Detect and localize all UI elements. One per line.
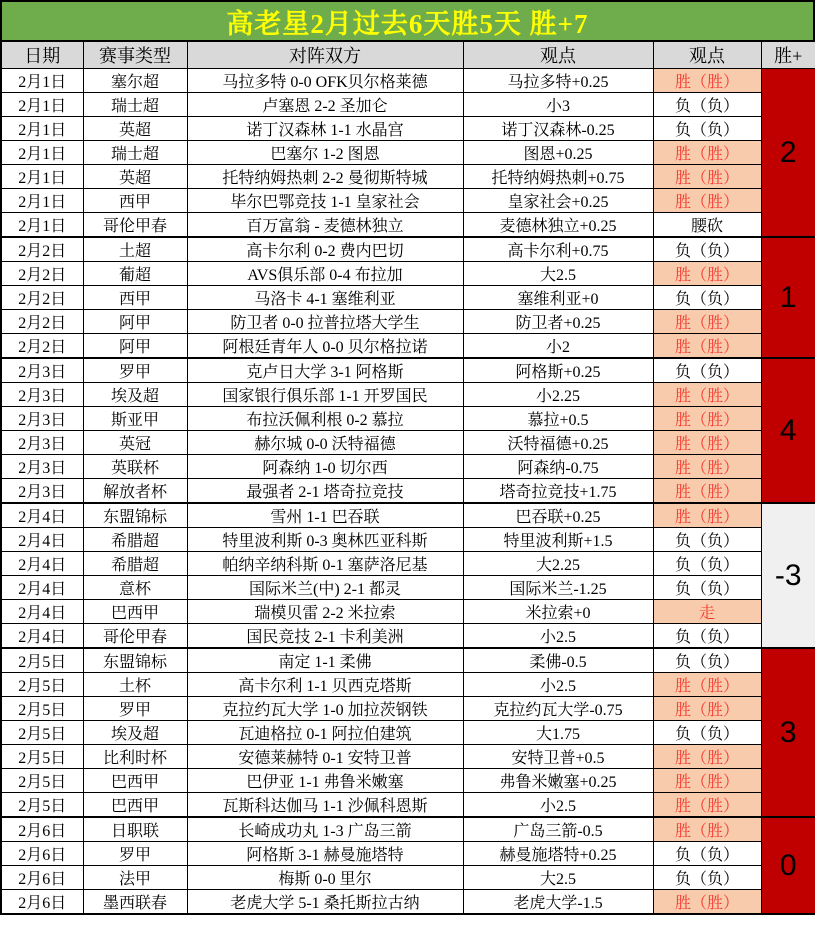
- match-cell: 阿根廷青年人 0-0 贝尔格拉诺: [187, 334, 463, 359]
- pick-cell: 广岛三箭-0.5: [463, 817, 653, 842]
- pick-cell: 小2.5: [463, 673, 653, 697]
- match-cell: 托特纳姆热刺 2-2 曼彻斯特城: [187, 165, 463, 189]
- match-cell: 马洛卡 4-1 塞维利亚: [187, 286, 463, 310]
- date-cell: 2月5日: [1, 721, 83, 745]
- table-row: [1, 769, 815, 793]
- match-cell: 布拉沃佩利根 0-2 慕拉: [187, 407, 463, 431]
- result-cell: 胜（胜）: [653, 310, 761, 334]
- pick-cell: 托特纳姆热刺+0.75: [463, 165, 653, 189]
- league-cell: 埃及超: [83, 721, 187, 745]
- match-cell: 克卢日大学 3-1 阿格斯: [187, 358, 463, 383]
- pick-cell: 小2: [463, 334, 653, 359]
- date-cell: 2月5日: [1, 769, 83, 793]
- col-header-pick: 观点: [463, 41, 653, 69]
- pick-cell: 塞维利亚+0: [463, 286, 653, 310]
- pick-cell: 小2.25: [463, 383, 653, 407]
- match-cell: 马拉多特 0-0 OFK贝尔格莱德: [187, 69, 463, 93]
- pick-cell: 诺丁汉森林-0.25: [463, 117, 653, 141]
- league-cell: 解放者杯: [83, 479, 187, 504]
- table-row: [1, 237, 815, 262]
- table-row: [1, 890, 815, 915]
- league-cell: 巴西甲: [83, 600, 187, 624]
- table-row: [1, 552, 815, 576]
- date-cell: 2月3日: [1, 479, 83, 504]
- match-cell: 雪州 1-1 巴吞联: [187, 503, 463, 528]
- date-cell: 2月4日: [1, 552, 83, 576]
- table-row: [1, 793, 815, 818]
- match-cell: 巴塞尔 1-2 图恩: [187, 141, 463, 165]
- pick-cell: 赫曼施塔特+0.25: [463, 842, 653, 866]
- date-cell: 2月3日: [1, 431, 83, 455]
- date-cell: 2月3日: [1, 407, 83, 431]
- date-cell: 2月4日: [1, 503, 83, 528]
- league-cell: 埃及超: [83, 383, 187, 407]
- result-cell: 胜（胜）: [653, 189, 761, 213]
- date-cell: 2月4日: [1, 600, 83, 624]
- league-cell: 瑞士超: [83, 93, 187, 117]
- pick-cell: 大2.5: [463, 866, 653, 890]
- match-cell: 老虎大学 5-1 桑托斯拉古纳: [187, 890, 463, 915]
- league-cell: 英超: [83, 165, 187, 189]
- table-row: [1, 383, 815, 407]
- match-cell: 国家银行俱乐部 1-1 开罗国民: [187, 383, 463, 407]
- match-cell: 安德莱赫特 0-1 安特卫普: [187, 745, 463, 769]
- match-cell: 南定 1-1 柔佛: [187, 648, 463, 673]
- result-cell: 胜（胜）: [653, 745, 761, 769]
- league-cell: 意杯: [83, 576, 187, 600]
- result-cell: 胜（胜）: [653, 431, 761, 455]
- league-cell: 日职联: [83, 817, 187, 842]
- col-header-match: 对阵双方: [187, 41, 463, 69]
- date-cell: 2月1日: [1, 165, 83, 189]
- match-cell: 瓦斯科达伽马 1-1 沙佩科恩斯: [187, 793, 463, 818]
- league-cell: 瑞士超: [83, 141, 187, 165]
- match-cell: 克拉约瓦大学 1-0 加拉茨钢铁: [187, 697, 463, 721]
- pick-cell: 大2.5: [463, 262, 653, 286]
- league-cell: 葡超: [83, 262, 187, 286]
- pick-cell: 米拉索+0: [463, 600, 653, 624]
- pick-cell: 小2.5: [463, 624, 653, 649]
- league-cell: 东盟锦标: [83, 503, 187, 528]
- result-cell: 胜（胜）: [653, 69, 761, 93]
- result-cell: 胜（胜）: [653, 769, 761, 793]
- date-cell: 2月4日: [1, 624, 83, 649]
- league-cell: 西甲: [83, 189, 187, 213]
- pick-cell: 老虎大学-1.5: [463, 890, 653, 915]
- match-cell: 梅斯 0-0 里尔: [187, 866, 463, 890]
- match-cell: 特里波利斯 0-3 奥林匹亚科斯: [187, 528, 463, 552]
- result-cell: 负（负）: [653, 552, 761, 576]
- league-cell: 希腊超: [83, 552, 187, 576]
- pick-cell: 小2.5: [463, 793, 653, 818]
- result-cell: 走: [653, 600, 761, 624]
- date-cell: 2月3日: [1, 358, 83, 383]
- result-cell: 负（负）: [653, 117, 761, 141]
- date-cell: 2月1日: [1, 117, 83, 141]
- match-cell: 阿格斯 3-1 赫曼施塔特: [187, 842, 463, 866]
- result-cell: 负（负）: [653, 576, 761, 600]
- table-row: [1, 358, 815, 383]
- match-cell: 高卡尔利 0-2 费内巴切: [187, 237, 463, 262]
- result-cell: 负（负）: [653, 866, 761, 890]
- win-plus-cell: 0: [761, 817, 815, 914]
- match-cell: AVS俱乐部 0-4 布拉加: [187, 262, 463, 286]
- table-row: [1, 455, 815, 479]
- match-cell: 长崎成功丸 1-3 广岛三箭: [187, 817, 463, 842]
- match-cell: 毕尔巴鄂竞技 1-1 皇家社会: [187, 189, 463, 213]
- table-row: [1, 479, 815, 504]
- league-cell: 哥伦甲春: [83, 624, 187, 649]
- pick-cell: 塔奇拉竞技+1.75: [463, 479, 653, 504]
- date-cell: 2月1日: [1, 69, 83, 93]
- date-cell: 2月5日: [1, 697, 83, 721]
- result-cell: 负（负）: [653, 528, 761, 552]
- result-cell: 胜（胜）: [653, 383, 761, 407]
- match-cell: 百万富翁 - 麦德林独立: [187, 213, 463, 238]
- table-row: [1, 141, 815, 165]
- league-cell: 希腊超: [83, 528, 187, 552]
- result-cell: 胜（胜）: [653, 697, 761, 721]
- date-cell: 2月1日: [1, 189, 83, 213]
- league-cell: 英联杯: [83, 455, 187, 479]
- col-header-date: 日期: [1, 41, 83, 69]
- pick-cell: 安特卫普+0.5: [463, 745, 653, 769]
- league-cell: 巴西甲: [83, 769, 187, 793]
- result-cell: 负（负）: [653, 648, 761, 673]
- result-cell: 胜（胜）: [653, 479, 761, 504]
- pick-cell: 弗鲁米嫩塞+0.25: [463, 769, 653, 793]
- match-cell: 最强者 2-1 塔奇拉竞技: [187, 479, 463, 504]
- date-cell: 2月3日: [1, 455, 83, 479]
- table-row: [1, 165, 815, 189]
- pick-cell: 麦德林独立+0.25: [463, 213, 653, 238]
- league-cell: 墨西联春: [83, 890, 187, 915]
- table-row: [1, 310, 815, 334]
- table-row: [1, 431, 815, 455]
- result-cell: 胜（胜）: [653, 141, 761, 165]
- league-cell: 巴西甲: [83, 793, 187, 818]
- table-row: [1, 721, 815, 745]
- win-plus-cell: -3: [761, 503, 815, 648]
- match-cell: 卢塞恩 2-2 圣加仑: [187, 93, 463, 117]
- league-cell: 西甲: [83, 286, 187, 310]
- result-cell: 胜（胜）: [653, 817, 761, 842]
- win-plus-cell: 1: [761, 237, 815, 358]
- col-header-winplus: 胜+: [761, 41, 815, 69]
- date-cell: 2月6日: [1, 842, 83, 866]
- result-cell: 负（负）: [653, 624, 761, 649]
- league-cell: 阿甲: [83, 310, 187, 334]
- result-cell: 胜（胜）: [653, 334, 761, 359]
- match-cell: 防卫者 0-0 拉普拉塔大学生: [187, 310, 463, 334]
- pick-cell: 特里波利斯+1.5: [463, 528, 653, 552]
- result-cell: 胜（胜）: [653, 673, 761, 697]
- date-cell: 2月5日: [1, 745, 83, 769]
- table-row: [1, 745, 815, 769]
- table-row: [1, 213, 815, 238]
- result-cell: 负（负）: [653, 93, 761, 117]
- table-row: [1, 503, 815, 528]
- league-cell: 东盟锦标: [83, 648, 187, 673]
- pick-cell: 高卡尔利+0.75: [463, 237, 653, 262]
- league-cell: 比利时杯: [83, 745, 187, 769]
- match-cell: 瓦迪格拉 0-1 阿拉伯建筑: [187, 721, 463, 745]
- pick-cell: 防卫者+0.25: [463, 310, 653, 334]
- pick-cell: 巴吞联+0.25: [463, 503, 653, 528]
- pick-cell: 大1.75: [463, 721, 653, 745]
- result-cell: 胜（胜）: [653, 455, 761, 479]
- pick-cell: 沃特福德+0.25: [463, 431, 653, 455]
- date-cell: 2月6日: [1, 817, 83, 842]
- result-cell: 胜（胜）: [653, 503, 761, 528]
- league-cell: 法甲: [83, 866, 187, 890]
- sheet-title: 高老星2月过去6天胜5天 胜+7: [0, 0, 815, 40]
- match-cell: 阿森纳 1-0 切尔西: [187, 455, 463, 479]
- match-cell: 瑞模贝雷 2-2 米拉索: [187, 600, 463, 624]
- pick-cell: 马拉多特+0.25: [463, 69, 653, 93]
- result-cell: 负（负）: [653, 842, 761, 866]
- result-cell: 胜（胜）: [653, 407, 761, 431]
- pick-cell: 柔佛-0.5: [463, 648, 653, 673]
- result-cell: 胜（胜）: [653, 890, 761, 915]
- pick-cell: 图恩+0.25: [463, 141, 653, 165]
- date-cell: 2月6日: [1, 866, 83, 890]
- table-row: [1, 842, 815, 866]
- table-row: [1, 528, 815, 552]
- match-cell: 国民竞技 2-1 卡利美洲: [187, 624, 463, 649]
- date-cell: 2月1日: [1, 213, 83, 238]
- result-cell: 腰砍: [653, 213, 761, 238]
- match-cell: 赫尔城 0-0 沃特福德: [187, 431, 463, 455]
- league-cell: 英冠: [83, 431, 187, 455]
- table-row: [1, 93, 815, 117]
- league-cell: 土杯: [83, 673, 187, 697]
- result-cell: 胜（胜）: [653, 793, 761, 818]
- league-cell: 罗甲: [83, 358, 187, 383]
- match-cell: 帕纳辛纳科斯 0-1 塞萨洛尼基: [187, 552, 463, 576]
- table-row: [1, 600, 815, 624]
- date-cell: 2月2日: [1, 286, 83, 310]
- win-plus-cell: 4: [761, 358, 815, 503]
- result-cell: 负（负）: [653, 237, 761, 262]
- pick-cell: 慕拉+0.5: [463, 407, 653, 431]
- date-cell: 2月5日: [1, 648, 83, 673]
- table-row: [1, 866, 815, 890]
- table-row: [1, 262, 815, 286]
- pick-cell: 皇家社会+0.25: [463, 189, 653, 213]
- win-plus-cell: 2: [761, 69, 815, 238]
- league-cell: 斯亚甲: [83, 407, 187, 431]
- date-cell: 2月6日: [1, 890, 83, 915]
- result-cell: 负（负）: [653, 358, 761, 383]
- match-cell: 诺丁汉森林 1-1 水晶宫: [187, 117, 463, 141]
- header-row: [1, 41, 815, 69]
- date-cell: 2月2日: [1, 334, 83, 359]
- table-row: [1, 576, 815, 600]
- pick-cell: 国际米兰-1.25: [463, 576, 653, 600]
- table-row: [1, 334, 815, 359]
- table-row: [1, 69, 815, 93]
- table-body: [1, 69, 815, 915]
- league-cell: 英超: [83, 117, 187, 141]
- result-cell: 胜（胜）: [653, 165, 761, 189]
- date-cell: 2月5日: [1, 673, 83, 697]
- table-row: [1, 407, 815, 431]
- table-row: [1, 697, 815, 721]
- pick-cell: 阿森纳-0.75: [463, 455, 653, 479]
- league-cell: 哥伦甲春: [83, 213, 187, 238]
- date-cell: 2月3日: [1, 383, 83, 407]
- date-cell: 2月2日: [1, 310, 83, 334]
- col-header-league: 赛事类型: [83, 41, 187, 69]
- result-cell: 负（负）: [653, 721, 761, 745]
- pick-cell: 大2.25: [463, 552, 653, 576]
- date-cell: 2月2日: [1, 262, 83, 286]
- pick-cell: 阿格斯+0.25: [463, 358, 653, 383]
- table-row: [1, 117, 815, 141]
- league-cell: 阿甲: [83, 334, 187, 359]
- match-cell: 高卡尔利 1-1 贝西克塔斯: [187, 673, 463, 697]
- date-cell: 2月4日: [1, 576, 83, 600]
- pick-cell: 小3: [463, 93, 653, 117]
- league-cell: 土超: [83, 237, 187, 262]
- date-cell: 2月4日: [1, 528, 83, 552]
- table-header: [1, 41, 815, 69]
- result-cell: 负（负）: [653, 286, 761, 310]
- table-row: [1, 673, 815, 697]
- table-row: [1, 286, 815, 310]
- date-cell: 2月5日: [1, 793, 83, 818]
- table-row: [1, 817, 815, 842]
- results-table: [0, 40, 815, 915]
- result-cell: 胜（胜）: [653, 262, 761, 286]
- date-cell: 2月2日: [1, 237, 83, 262]
- match-cell: 国际米兰(中) 2-1 都灵: [187, 576, 463, 600]
- win-plus-cell: 3: [761, 648, 815, 817]
- table-row: [1, 624, 815, 649]
- league-cell: 罗甲: [83, 697, 187, 721]
- match-cell: 巴伊亚 1-1 弗鲁米嫩塞: [187, 769, 463, 793]
- date-cell: 2月1日: [1, 93, 83, 117]
- pick-cell: 克拉约瓦大学-0.75: [463, 697, 653, 721]
- league-cell: 塞尔超: [83, 69, 187, 93]
- col-header-result: 观点: [653, 41, 761, 69]
- table-row: [1, 189, 815, 213]
- date-cell: 2月1日: [1, 141, 83, 165]
- league-cell: 罗甲: [83, 842, 187, 866]
- table-row: [1, 648, 815, 673]
